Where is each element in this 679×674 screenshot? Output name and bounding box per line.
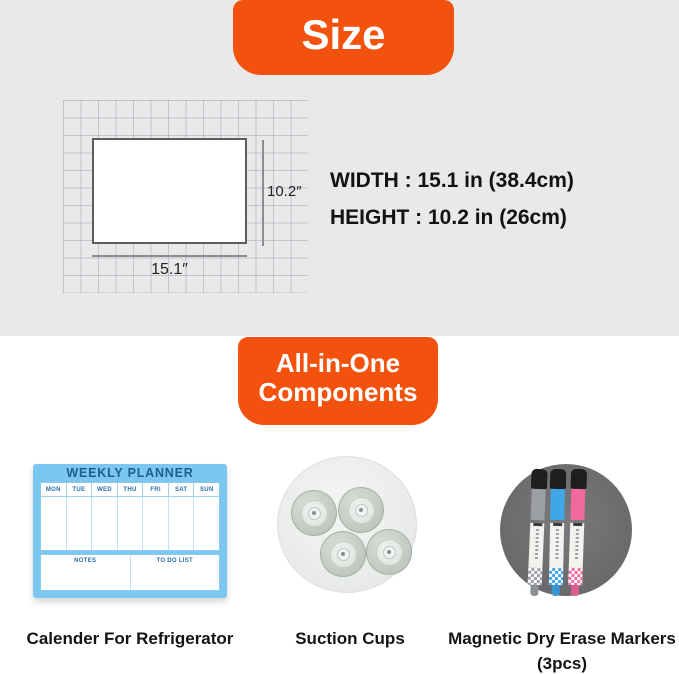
day-cell-fri: FRI — [143, 483, 169, 496]
empty-cell — [194, 497, 219, 550]
suction-cup-knob — [337, 548, 350, 561]
suction-cup-knob — [383, 546, 396, 559]
suction-cup-hole — [387, 550, 391, 554]
marker-label — [569, 523, 585, 568]
size-badge-label: Size — [301, 10, 386, 58]
marker-checker-band — [568, 568, 583, 585]
day-cell-sun: SUN — [199, 486, 214, 493]
components-badge-line2: Components — [258, 377, 418, 407]
size-badge — [233, 0, 454, 75]
markers-caption — [448, 626, 676, 674]
size-section — [0, 0, 679, 336]
marker-label-text — [534, 529, 538, 561]
empty-cell — [169, 497, 195, 550]
empty-cell — [67, 497, 93, 550]
whiteboard-outline — [92, 138, 247, 244]
weekly-planner-table — [40, 482, 220, 551]
calendar-caption: Calender For Refrigerator — [26, 629, 234, 648]
dry-erase-marker-blue — [549, 469, 566, 593]
marker-label — [528, 523, 544, 569]
markers-photo — [500, 464, 632, 596]
empty-cell — [41, 497, 67, 550]
marker-brand-mark — [573, 523, 582, 526]
width-dimension-line — [92, 255, 247, 257]
dry-erase-marker-pink — [568, 469, 586, 593]
day-cell-sat: SAT — [169, 483, 195, 496]
marker-checker-band — [549, 568, 563, 585]
suction-cup-knob — [355, 504, 368, 517]
width-dimension-label: 15.1″ — [151, 261, 188, 278]
marker-label-text — [555, 529, 559, 561]
markers-caption-line1: Magnetic Dry Erase Markers — [448, 629, 676, 648]
weekly-planner-notes-row — [40, 554, 220, 591]
height-dimension-line — [262, 140, 264, 246]
suction-cup-hole — [312, 511, 316, 515]
height-dimension-label: 10.2″ — [267, 183, 302, 200]
marker-checker-band — [528, 568, 543, 586]
suction-cup-knob — [308, 507, 321, 520]
suction-cup — [291, 490, 337, 536]
notes-cell: NOTES — [41, 555, 131, 590]
day-cell-wed: WED — [92, 483, 118, 496]
marker-body — [550, 489, 565, 520]
components-badge — [238, 337, 438, 425]
marker-label — [549, 523, 564, 568]
markers-caption-line2: (3pcs) — [536, 654, 588, 673]
suction-cup — [320, 531, 366, 577]
weekly-planner-title: WEEKLY PLANNER — [66, 466, 194, 480]
suction-cup-hole — [341, 552, 345, 556]
size-diagram-grid — [63, 100, 308, 293]
todo-cell: TO DO LIST — [156, 558, 194, 564]
day-cell-mon: MON — [41, 483, 67, 496]
marker-cap — [531, 469, 548, 490]
components-badge-line1: All-in-One — [275, 348, 401, 378]
suction-cup-ring — [330, 541, 357, 568]
empty-cell — [118, 497, 144, 550]
suction-cup — [338, 487, 384, 533]
marker-brand-mark — [553, 523, 562, 526]
width-spec-line: WIDTH : 15.1 in (38.4cm) — [330, 169, 574, 192]
size-spec-text — [330, 162, 574, 236]
weekly-planner-board — [33, 464, 227, 598]
weekly-planner-empty-row — [41, 497, 219, 550]
day-cell-thu: THU — [118, 483, 144, 496]
suction-cup-hole — [359, 508, 363, 512]
weekly-planner-day-header — [41, 483, 219, 497]
suction-cup-ring — [348, 497, 375, 524]
dry-erase-marker-gray — [527, 469, 546, 593]
empty-cell — [143, 497, 169, 550]
marker-tip — [571, 585, 579, 596]
marker-brand-mark — [533, 523, 542, 526]
marker-body — [570, 489, 585, 520]
empty-cell — [92, 497, 118, 550]
height-spec-line: HEIGHT : 10.2 in (26cm) — [330, 206, 567, 229]
marker-body — [530, 489, 545, 521]
day-cell-tue: TUE — [67, 483, 93, 496]
marker-label-text — [574, 529, 578, 561]
suction-cup-ring — [301, 500, 328, 527]
suction-cup — [366, 529, 412, 575]
suction-cups-photo — [277, 456, 417, 593]
marker-tip — [530, 585, 538, 596]
suction-cup-ring — [376, 539, 403, 566]
marker-tip — [552, 585, 560, 596]
suction-cups-caption: Suction Cups — [295, 629, 405, 648]
marker-cap — [550, 469, 566, 489]
marker-cap — [570, 469, 587, 490]
